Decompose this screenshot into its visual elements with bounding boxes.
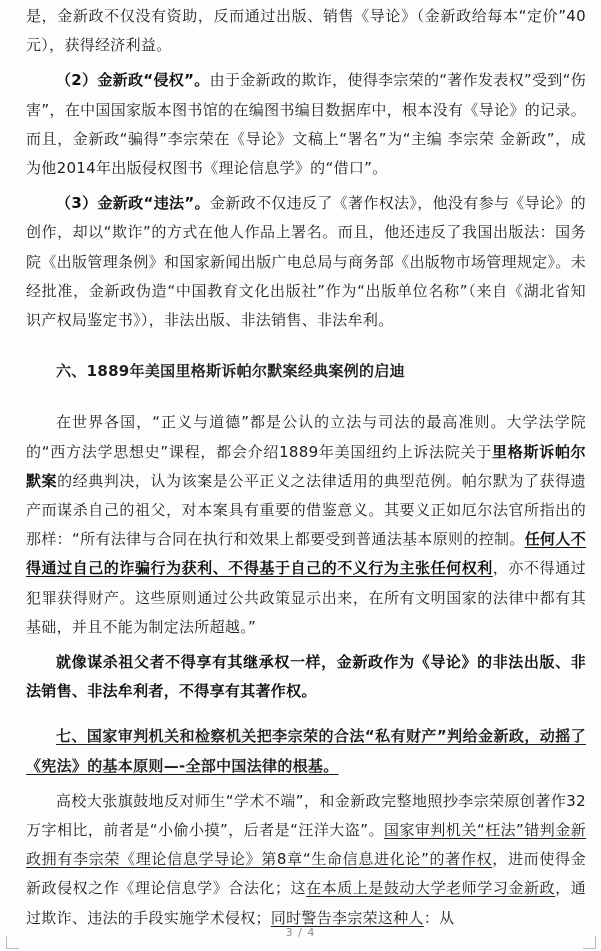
document-content xyxy=(26,2,586,933)
riggs-principle: 任何人不得通过自己的诈骗行为获利、不得基于自己的不义行为主张任何权利 xyxy=(26,530,586,578)
paragraph-economic-benefit: 是，金新政不仅没有资助，反而通过出版、销售《导论》（金新政给每本“定价”40元），获得经济利益。 xyxy=(26,7,586,55)
judgment-text-2: ，进而使得金新政侵权之作《理论信息学》合法化；这 xyxy=(26,850,586,898)
paragraph-judgment xyxy=(26,787,586,933)
judgment-text-4: ：从 xyxy=(423,908,455,927)
paragraph-infringement xyxy=(26,66,586,183)
riggs-case-name: 里格斯诉帕尔默案 xyxy=(26,442,586,490)
infringement-label: （2）金新政“侵权”。 xyxy=(56,71,210,90)
section-heading-7: 七、国家审判机关和检察机关把李宗荣的合法“私有财产”判给金新政，动摇了《宪法》的基本原则—-全部中国法律的根基。 xyxy=(26,727,586,775)
judgment-underlined-1: 国家审判机关“枉法”错判金新政拥有李宗荣《理论信息学导论》第8章“生命信息进化论”的著作权 xyxy=(26,821,586,869)
judgment-underlined-3: 同时警告李宗荣这种人 xyxy=(270,908,424,927)
spacer xyxy=(26,706,586,722)
paragraph-illegal xyxy=(26,189,586,335)
judgment-underlined-2: 在本质上是鼓动大学老师学习金新政 xyxy=(306,879,556,898)
infringement-text: 由于金新政的欺诈，使得李宗荣的“著作发表权”受到“伤害”，在中国国家版本图书馆的在编图书编目数据库中，根本没有《导论》的记录。而且，金新政“骗得”李宗荣在《导论》文稿上“署名”为“主编 李宗荣 金新政”，成为他2014年出版侵权图书《理论信息学》的“借口”。 xyxy=(26,71,586,178)
paragraph-conclusion: 就像谋杀祖父者不得享有其继承权一样，金新政作为《导论》的非法出版、非法销售、非法牟利者，不得享有其著作权。 xyxy=(26,653,586,701)
spacer xyxy=(26,335,586,357)
riggs-text-1: 在世界各国，“正义与道德”都是公认的立法与司法的最高准则。大学法学院的“西方法学思想史”课程，都会介绍1889年美国纽约上诉法院关于 xyxy=(26,413,586,461)
riggs-text-2: 的经典判决，认为该案是公平正义之法律适用的典型范例。帕尔默为了获得遗产而谋杀自己的祖父，对本案具有重要的借鉴意义。其要义正如厄尔法官所指出的那样：“所有法律与合同在执行和效果上都要受到普通法基本原则的控制。 xyxy=(26,471,586,549)
illegal-label: （3）金新政“违法”。 xyxy=(56,194,210,213)
section-heading-6: 六、1889年美国里格斯诉帕尔默案经典案例的启迪 xyxy=(56,362,405,381)
page-number-indicator: 3 / 4 xyxy=(285,926,316,939)
riggs-text-3: ，亦不得通过犯罪获得财产。这些原则通过公共政策显示出来，在所有文明国家的法律中都有其基础，并且不能为制定法所超越。” xyxy=(26,559,586,636)
illegal-text: 金新政不仅违反了《著作权法》，他没有参与《导论》的创作，却以“欺诈”的方式在他人作品上署名。而且，他还违反了我国出版法：国务院《出版管理条例》和国家新闻出版广电总局与商务部《出版物市场管理规定》。未经批准，金新政伪造“中国教育文化出版社”作为“出版单位名称”（来自《湖北省知识产权局鉴定书》），非法出版、非法销售、非法牟利。 xyxy=(26,194,586,330)
judgment-text-1: 高校大张旗鼓地反对师生“学术不端”，和金新政完整地照抄李宗荣原创著作32万字相比，前者是“小偷小摸”，后者是“汪洋大盗”。 xyxy=(26,791,586,840)
paragraph-riggs-case xyxy=(26,408,586,642)
judgment-text-3: ，通过欺诈、违法的手段实施学术侵权； xyxy=(26,879,586,927)
spacer xyxy=(26,386,586,408)
